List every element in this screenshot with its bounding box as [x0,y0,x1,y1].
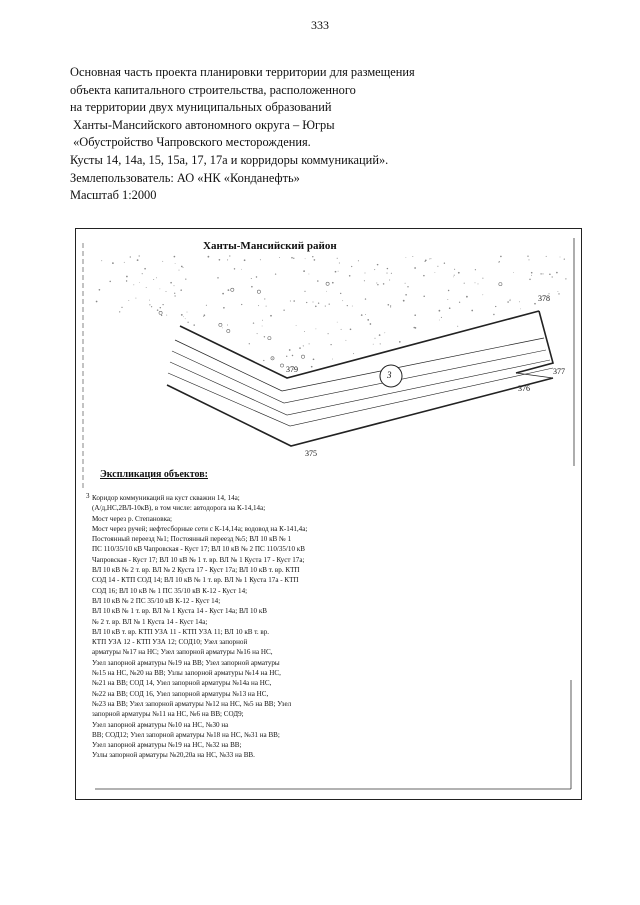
stipple-dot [528,259,529,260]
stipple-dot [162,304,163,305]
stipple-dot [315,306,317,308]
stipple-dot [347,305,348,306]
stipple-dot [510,299,511,300]
stipple-dot [478,283,479,284]
stipple-dot [471,310,473,312]
legend-line: Коридор коммуникаций на куст скважин 14, 14а; [92,494,240,502]
stipple-dot [260,259,261,260]
stipple-dot [174,293,175,294]
legend-line: Узел запорной арматуры №19 на НС, №32 на ВВ; [92,741,242,750]
stipple-dot [377,264,379,266]
stipple-dot [353,353,354,354]
stipple-dot [389,279,390,280]
stipple-dot [292,355,293,356]
vegetation-symbol [280,364,283,367]
stipple-dot [262,320,263,321]
stipple-dot [283,310,284,311]
stipple-dot [251,286,253,288]
stipple-dot [266,306,267,307]
legend-line: Мост через ручей; нефтесборные сети с К-14,14а; водовод на К-141,4а; [92,524,308,533]
legend-line: Постоянный переезд №1; Постоянный переезд №5; ВЛ 10 кВ № 1 [92,535,292,544]
stipple-dot [166,315,167,316]
stipple-dot [264,298,265,299]
stipple-dot [126,276,128,278]
stipple-dot [415,327,417,329]
stipple-dot [406,257,407,258]
stipple-dot [531,272,533,274]
stipple-dot [162,261,163,262]
stipple-dot [313,302,314,303]
stipple-dot [133,284,134,285]
corridor-line [175,338,544,391]
point-label-378: 378 [538,294,550,303]
stipple-dot [258,305,259,306]
stipple-dot [174,285,175,286]
heading-line: Масштаб 1:2000 [70,188,157,203]
stipple-dot [388,304,390,306]
legend-line: ВЛ 10 кВ т. вр. КТП УЗА 11 - КТП УЗА 11; ВЛ 10 кВ т. вр. [92,627,270,636]
vegetation-symbol [227,329,230,332]
stipple-dot [262,326,263,327]
stipple-dot [309,343,310,344]
stipple-dot [414,267,416,269]
corridor-lower-boundary [167,378,553,446]
stipple-dot [222,328,223,329]
heading-line: Землепользователь: АО «НК «Конданефть» [70,170,300,185]
stipple-dot [383,283,385,285]
stipple-dot [112,262,114,264]
stipple-dot [475,269,476,270]
stipple-dot [311,366,313,368]
stipple-dot [330,344,331,345]
stipple-dot [149,300,150,301]
heading-line: объекта капитального строительства, расположенного [70,82,356,97]
legend-line: ВЛ 10 кВ № 2 т. вр. ВЛ № 2 Куста 17 - Куст 17а; ВЛ 10 кВ т. вр. КТП [92,566,300,575]
stipple-dot [454,275,455,276]
stipple-dot [377,284,378,285]
stipple-dot [223,307,225,309]
stipple-dot [560,257,561,258]
stipple-dot [342,300,343,301]
stipple-dot [296,325,297,326]
stipple-dot [137,259,139,261]
legend-line: Узел запорной арматуры №19 на ВВ; Узел запорной арматуры [92,658,280,667]
stipple-dot [170,282,172,284]
stipple-dot [332,359,333,360]
stipple-dot [128,300,129,301]
stipple-dot [464,283,465,284]
stipple-dot [293,258,294,259]
stipple-dot [444,263,445,264]
stipple-dot [338,271,339,272]
vegetation-symbol [257,290,260,293]
stipple-dot [119,311,120,312]
stipple-dot [390,306,391,307]
stipple-dot [384,332,385,333]
stipple-dot [151,306,152,307]
stipple-dot [227,325,228,326]
vegetation-symbol [301,355,304,358]
stipple-dot [179,270,180,271]
stipple-dot [358,260,359,261]
stipple-dot [457,326,458,327]
stipple-dot [482,278,483,279]
region-title: Ханты-Мансийский район [203,240,337,252]
stipple-dot [326,291,327,292]
stipple-dot [546,256,547,257]
stipple-dot [386,273,387,274]
stipple-dot [174,256,176,258]
legend-line: Чапровская - Куст 17; ВЛ 10 кВ № 1 т. вр. ВЛ № 1 Куста 17 - Куст 17а; [92,555,305,564]
legend-line: запорной арматуры №11 на НС, №6 на ВВ; СОД9; [92,710,244,719]
stipple-dot [405,283,406,284]
stipple-dot [130,256,131,257]
stipple-dot [376,283,377,284]
legend-line: арматуры №17 на НС; Узел запорной арматуры №16 на НС, [92,648,273,657]
stipple-dot [437,266,438,267]
stipple-dot [318,303,319,304]
stipple-dot [380,343,381,344]
stipple-dot [303,345,304,346]
legend-line: Мост через р. Степановка; [92,514,173,523]
stipple-dot [181,266,183,268]
stipple-dot [304,291,305,292]
stipple-dot [507,301,509,303]
vegetation-symbol [268,337,271,340]
stipple-dot [351,266,352,267]
stipple-dot [361,314,363,316]
stipple-dot [350,328,352,330]
stipple-dot [217,277,218,278]
stipple-dot [448,290,449,291]
stipple-dot [332,282,334,284]
stipple-dot [121,307,122,308]
stipple-dot [565,278,566,279]
stipple-dot [174,295,175,296]
stipple-dot [429,258,430,259]
stipple-dot [316,329,317,330]
page-number: 333 [311,18,329,32]
stipple-dot [263,360,264,361]
stipple-dot [187,312,188,313]
corridor-end-boundary [516,311,553,373]
stipple-dot [500,256,502,258]
stipple-dot [124,262,125,263]
plan-map [75,228,582,800]
stipple-dot [317,280,319,282]
stipple-dot [430,258,431,259]
stipple-dot [244,259,246,261]
stipple-dot [264,336,265,337]
stipple-dot [558,293,559,294]
stipple-dot [256,276,257,277]
stipple-dot [325,306,326,307]
stipple-dot [337,322,338,323]
legend-line: ВЛ 10 кВ № 2 ПС 35/10 кВ К-12 - Куст 14; [92,596,221,605]
stipple-dot [135,298,136,299]
stipple-dot [424,261,425,262]
stipple-dot [458,272,460,274]
stipple-dot [364,280,365,281]
stipple-dot [549,273,551,275]
stipple-dot [142,273,143,274]
stipple-dot [495,306,496,307]
stipple-dot [166,291,167,292]
stipple-dot [187,322,188,323]
heading-line: Кусты 14, 14а, 15, 15а, 17, 17а и корридоры коммуникаций». [70,152,389,167]
stipple-dot [365,298,366,299]
stipple-dot [390,305,391,306]
stipple-dot [519,301,520,302]
stipple-dot [157,309,159,311]
stipple-dot [365,314,366,315]
stipple-dot [229,255,230,256]
stipple-dot [309,274,310,275]
stipple-dot [373,344,374,345]
stipple-dot [387,268,388,269]
stipple-dot [453,277,454,278]
stipple-dot [520,309,521,310]
stipple-dot [185,278,186,279]
stipple-dot [101,260,102,261]
vegetation-symbol [159,311,162,314]
point-label-377: 377 [553,367,565,376]
stipple-dot [527,256,528,257]
legend-line: ПС 110/35/10 кВ Чапровская - Куст 17; ВЛ 10 кВ № 2 ПС 110/35/10 кВ [92,545,305,554]
stipple-dot [185,318,186,319]
heading-line: Ханты-Мансийского автономного округа – Югры [73,117,335,132]
stipple-dot [257,333,258,334]
point-label-375: 375 [305,449,317,458]
stipple-dot [139,255,140,256]
stipple-dot [204,314,206,316]
stipple-dot [339,262,340,263]
vegetation-symbol [219,323,222,326]
stipple-dot [249,343,250,344]
stipple-dot [399,341,401,343]
legend-line: №23 на ВВ; Узел запорной арматуры №12 на НС, №5 на ВВ; Узел [92,699,292,708]
stipple-dot [466,296,468,298]
stipple-dot [557,291,558,292]
legend-line: СОД 16; ВЛ 10 кВ № 1 ПС 35/10 кВ К-12 - Куст 14; [92,586,248,595]
stipple-texture [96,255,567,369]
stipple-dot [509,300,510,301]
stipple-dot [251,278,252,279]
stipple-dot [341,329,342,330]
stipple-dot [340,293,341,294]
legend-item-number: 3 [86,492,90,500]
vegetation-symbol [499,283,502,286]
stipple-dot [345,340,346,341]
legend-list [92,493,382,761]
stipple-dot [447,299,448,300]
stipple-dot [241,304,242,305]
stipple-dot [552,276,553,277]
legend-line: № 2 т. вр. ВЛ № 1 Куста 14 - Куст 14а; [92,617,208,626]
stipple-dot [228,289,230,291]
legend-line: №15 на НС, №20 на ВВ; Узлы запорной арматуры №14 на НС, [92,669,281,678]
stipple-dot [459,302,460,303]
stipple-dot [126,280,127,281]
stipple-dot [99,289,101,291]
heading-line: Основная часть проекта планировки территории для размещения [70,65,415,79]
corridor-band [167,311,553,446]
stipple-dot [423,275,425,277]
stipple-dot [270,315,272,317]
stipple-dot [313,358,315,360]
stipple-dot [181,314,183,316]
stipple-dot [303,270,305,272]
stipple-dot [449,307,451,309]
stipple-dot [279,257,280,258]
stipple-dot [219,259,221,261]
stipple-dot [482,294,483,295]
stipple-dot [542,273,543,274]
legend-line: №21 на ВВ; СОД 14, Узел запорной арматуры №14а на НС, [92,679,272,688]
stipple-dot [540,273,541,274]
stipple-dot [206,305,207,306]
stipple-dot [493,314,494,315]
stipple-dot [379,334,381,336]
legend-line: (А/д,НС,2ВЛ-10кВ), в том числе: автодорога на К-14,14а; [92,504,266,513]
stipple-dot [370,323,372,325]
legend-line: №22 на ВВ; СОД 16, Узел запорной арматуры №13 на НС, [92,689,269,698]
legend-title: Экспликация объектов: [100,469,208,480]
stipple-dot [299,347,301,349]
stipple-dot [291,257,293,259]
stipple-dot [144,268,146,270]
stipple-dot [534,303,536,305]
stipple-dot [405,294,407,296]
stipple-dot [435,272,436,273]
legend-line: СОД 14 - КТП СОД 14; ВЛ 10 кВ № 1 т. вр. ВЛ № 1 Куста 17а - КТП [92,576,299,585]
heading-line: «Обустройство Чапровского месторождения. [70,135,311,150]
stipple-dot [564,259,565,260]
stipple-dot [414,314,416,316]
stipple-dot [335,271,337,273]
stipple-dot [153,279,154,280]
stipple-dot [306,302,307,303]
stipple-dot [329,303,330,304]
stipple-dot [439,310,441,312]
legend-line: Узлы запорной арматуры №20,20а на НС, №33 на ВВ. [92,751,255,760]
document-heading [70,64,570,205]
point-label-376: 376 [518,384,530,393]
stipple-dot [391,273,392,274]
stipple-dot [305,258,306,259]
stipple-dot [183,267,184,268]
stipple-dot [275,273,276,274]
stipple-dot [175,263,176,264]
stipple-dot [253,322,254,323]
legend-line: ВВ; СОД12; Узел запорной арматуры №18 на НС, №31 на ВВ; [92,730,280,739]
stipple-dot [531,275,532,276]
stipple-dot [439,320,440,321]
stipple-dot [234,268,235,269]
stipple-dot [241,269,242,270]
legend-line: ВЛ 10 кВ № 1 т. вр. ВЛ № 1 Куста 14 - Куст 14а; ВЛ 10 кВ [92,607,268,616]
stipple-dot [160,307,161,308]
stipple-dot [374,338,375,339]
stipple-dot [365,273,366,274]
stipple-dot [304,331,305,332]
vegetation-symbol [326,282,329,285]
stipple-dot [513,272,514,273]
stipple-dot [272,358,273,359]
stipple-dot [109,281,111,283]
stipple-dot [441,317,442,318]
stipple-dot [96,301,98,303]
stipple-dot [139,282,140,283]
stipple-dot [156,277,157,278]
heading-line: на территории двух муниципальных образований [70,100,332,115]
corridor-end-line [516,373,553,378]
stipple-dot [193,324,194,325]
stipple-dot [227,259,228,260]
stipple-dot [161,315,162,316]
stipple-dot [289,349,291,351]
stipple-dot [403,300,405,302]
stipple-dot [423,296,425,298]
stipple-dot [149,304,150,305]
zone-marker-label: 3 [387,370,392,380]
vegetation-symbol [231,288,234,291]
stipple-dot [312,256,313,257]
stipple-dot [337,258,338,259]
stipple-dot [183,316,184,317]
point-label-379: 379 [286,365,298,374]
stipple-dot [314,259,316,261]
stipple-dot [222,293,224,295]
stipple-dot [180,289,182,291]
stipple-dot [160,289,161,290]
stipple-dot [203,316,204,317]
stipple-dot [293,300,295,302]
stipple-dot [286,356,287,357]
stipple-dot [374,269,375,270]
stipple-dot [290,300,291,301]
stipple-dot [367,319,369,321]
legend-line: Узел запорной арматуры №10 на НС, №30 на [92,720,229,729]
stipple-dot [454,269,455,270]
legend-line: КТП УЗА 12 - КТП УЗА 12; СОД10; Узел запорной [92,638,248,647]
stipple-dot [412,256,413,257]
stipple-dot [475,282,476,283]
stipple-dot [146,287,147,288]
stipple-dot [328,333,329,334]
stipple-dot [352,306,353,307]
stipple-dot [349,275,351,277]
stipple-dot [556,272,558,274]
stipple-dot [407,286,408,287]
stipple-dot [208,256,210,258]
stipple-dot [529,279,530,280]
stipple-dot [498,262,499,263]
corridor-line [168,368,553,426]
